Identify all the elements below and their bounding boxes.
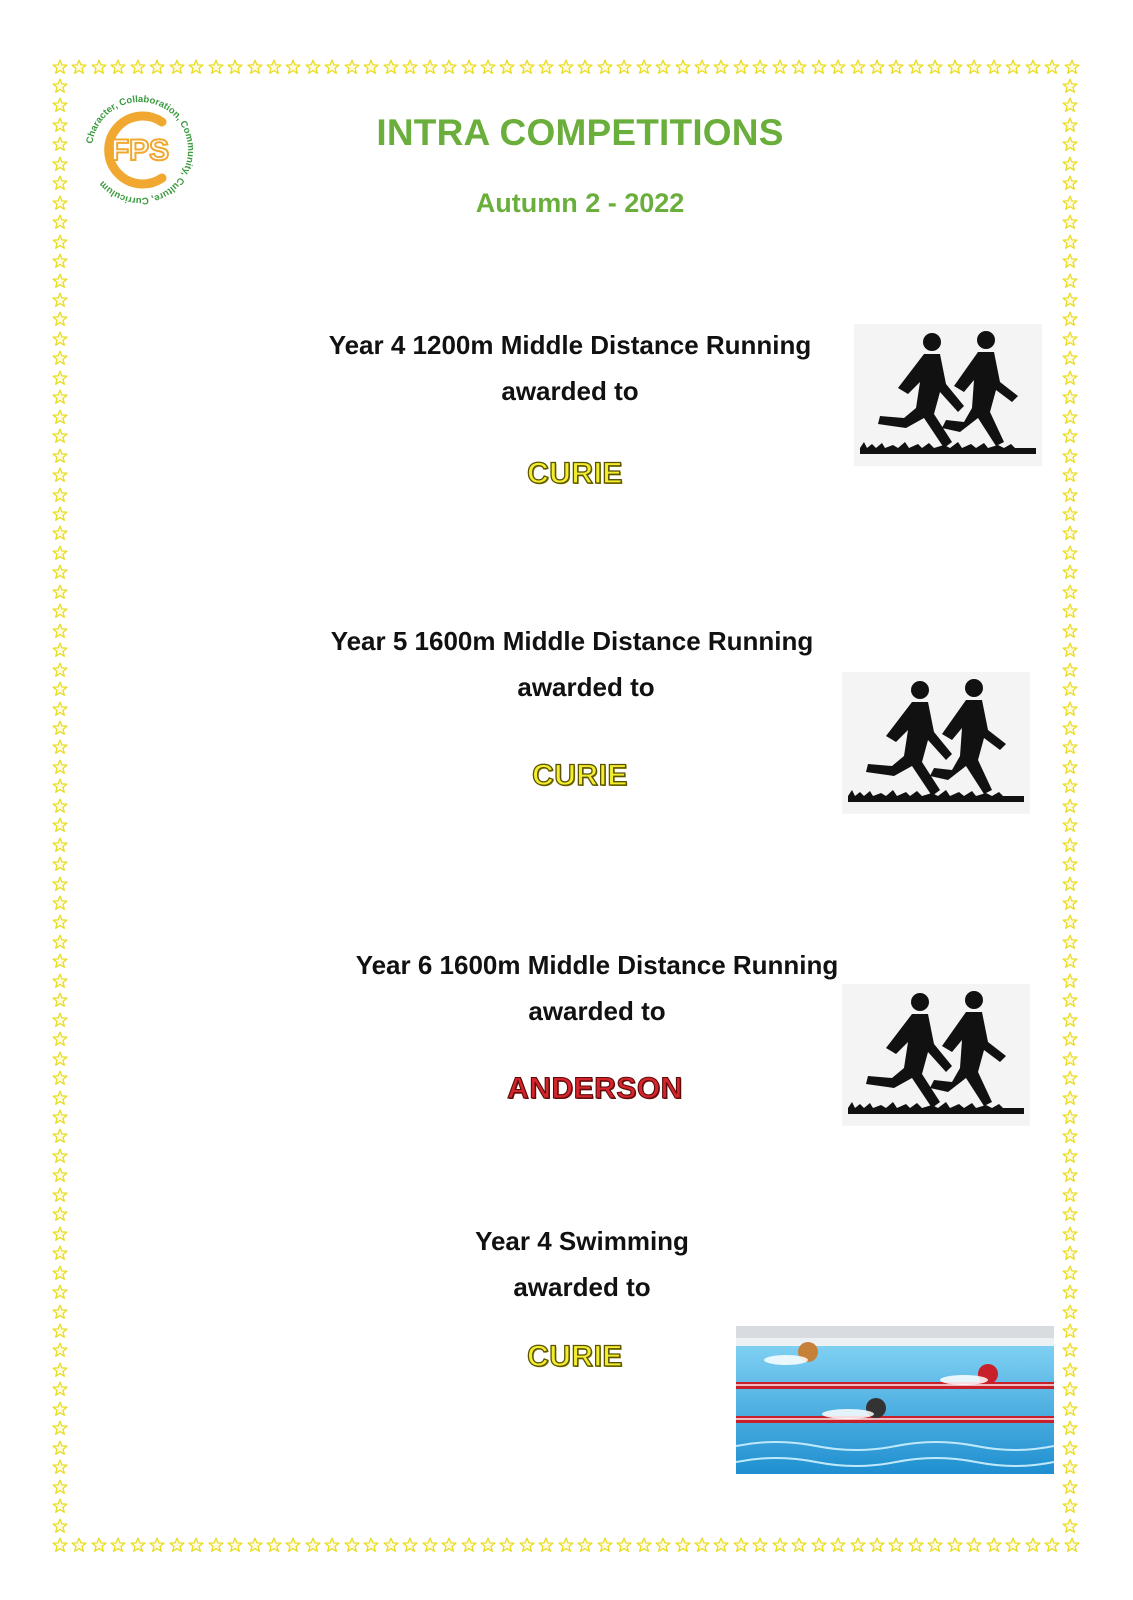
star-icon — [52, 1109, 70, 1125]
star-icon — [149, 1537, 165, 1555]
star-icon — [52, 292, 70, 308]
star-icon — [1062, 545, 1080, 561]
star-icon — [52, 1284, 70, 1300]
star-icon — [1044, 1537, 1060, 1555]
star-icon — [52, 895, 70, 911]
award-event-title — [402, 1218, 762, 1310]
star-icon — [1062, 1304, 1080, 1320]
page-title: INTRA COMPETITIONS — [376, 112, 784, 153]
award-event-title — [317, 942, 877, 1034]
star-icon — [830, 59, 846, 77]
star-icon — [52, 467, 70, 483]
star-icon — [1062, 817, 1080, 833]
star-icon — [363, 59, 379, 77]
star-icon — [52, 1206, 70, 1222]
star-icon — [966, 59, 982, 77]
star-icon — [422, 1537, 438, 1555]
star-icon — [208, 1537, 224, 1555]
star-icon — [130, 1537, 146, 1555]
star-icon — [655, 1537, 671, 1555]
star-icon — [324, 1537, 340, 1555]
star-icon — [52, 642, 70, 658]
star-icon — [1062, 1479, 1080, 1495]
star-icon — [52, 798, 70, 814]
star-icon — [733, 59, 749, 77]
star-icon — [1062, 720, 1080, 736]
swimmers-pool-image — [736, 1326, 1054, 1474]
page-subtitle: Autumn 2 - 2022 — [475, 188, 685, 218]
star-icon — [52, 564, 70, 580]
star-icon — [52, 1012, 70, 1028]
star-icon — [52, 856, 70, 872]
star-icon — [791, 59, 807, 77]
star-icon — [52, 448, 70, 464]
star-icon — [52, 701, 70, 717]
star-icon — [169, 1537, 185, 1555]
star-icon — [947, 1537, 963, 1555]
star-icon — [1062, 506, 1080, 522]
star-icon — [130, 59, 146, 77]
star-icon — [52, 778, 70, 794]
star-icon — [1062, 331, 1080, 347]
star-icon — [577, 1537, 593, 1555]
awarded-to-label: awarded to — [528, 996, 666, 1026]
star-icon — [1005, 1537, 1021, 1555]
star-icon — [402, 1537, 418, 1555]
winner-house: CURIE — [527, 457, 623, 490]
star-icon — [1062, 739, 1080, 755]
event-name: Year 4 Swimming — [475, 1226, 689, 1256]
star-icon — [1062, 1323, 1080, 1339]
star-icon — [1062, 1362, 1080, 1378]
star-icon — [1062, 273, 1080, 289]
star-icon — [1062, 292, 1080, 308]
star-icon — [110, 1537, 126, 1555]
star-icon — [441, 1537, 457, 1555]
star-icon — [1062, 856, 1080, 872]
star-icon — [52, 1381, 70, 1397]
star-icon — [850, 1537, 866, 1555]
star-icon — [52, 1187, 70, 1203]
star-icon — [52, 1459, 70, 1475]
star-icon — [52, 992, 70, 1008]
star-icon — [52, 817, 70, 833]
awarded-to-label: awarded to — [501, 376, 639, 406]
star-icon — [1062, 1459, 1080, 1475]
star-icon — [91, 1537, 107, 1555]
star-icon — [1062, 467, 1080, 483]
star-icon — [1062, 370, 1080, 386]
star-icon — [1062, 895, 1080, 911]
star-icon — [538, 59, 554, 77]
star-icon — [888, 59, 904, 77]
star-icon — [1062, 564, 1080, 580]
star-icon — [52, 623, 70, 639]
star-icon — [1062, 623, 1080, 639]
star-icon — [1064, 59, 1080, 77]
star-icon — [344, 59, 360, 77]
runners-silhouette-image — [842, 672, 1030, 814]
star-icon — [927, 59, 943, 77]
star-icon — [324, 59, 340, 77]
star-icon — [344, 1537, 360, 1555]
star-icon — [52, 1440, 70, 1456]
star-icon — [91, 59, 107, 77]
star-icon — [1062, 992, 1080, 1008]
star-icon — [52, 1342, 70, 1358]
star-icon — [285, 59, 301, 77]
star-icon — [577, 59, 593, 77]
star-icon — [752, 1537, 768, 1555]
star-icon — [1025, 1537, 1041, 1555]
star-icon — [597, 1537, 613, 1555]
star-icon — [1062, 1206, 1080, 1222]
star-icon — [52, 953, 70, 969]
star-icon — [461, 1537, 477, 1555]
award-event-title — [292, 618, 852, 710]
star-icon — [694, 1537, 710, 1555]
star-icon — [52, 1167, 70, 1183]
star-icon — [1062, 117, 1080, 133]
star-icon — [1062, 1051, 1080, 1067]
star-icon — [305, 59, 321, 77]
logo-initials: FPS — [110, 134, 170, 167]
star-icon — [1062, 428, 1080, 444]
star-icon — [558, 1537, 574, 1555]
star-icon — [52, 311, 70, 327]
star-icon — [52, 234, 70, 250]
star-icon — [1062, 409, 1080, 425]
star-icon — [1062, 175, 1080, 191]
star-icon — [811, 1537, 827, 1555]
star-icon — [675, 1537, 691, 1555]
star-icon — [597, 59, 613, 77]
star-icon — [52, 739, 70, 755]
star-icon — [1062, 1284, 1080, 1300]
star-icon — [52, 487, 70, 503]
star-icon — [1062, 778, 1080, 794]
star-icon — [1062, 1401, 1080, 1417]
awarded-to-label: awarded to — [517, 672, 655, 702]
star-icon — [499, 59, 515, 77]
star-icon — [1062, 1031, 1080, 1047]
star-icon — [52, 681, 70, 697]
star-icon — [1062, 701, 1080, 717]
star-icon — [1062, 1245, 1080, 1261]
star-icon — [1062, 876, 1080, 892]
star-icon — [1062, 642, 1080, 658]
star-icon — [402, 59, 418, 77]
star-icon — [52, 720, 70, 736]
star-icon — [52, 1226, 70, 1242]
star-icon — [1062, 1420, 1080, 1436]
star-icon — [227, 59, 243, 77]
star-icon — [52, 97, 70, 113]
star-icon — [52, 584, 70, 600]
star-icon — [1062, 389, 1080, 405]
star-icon — [772, 1537, 788, 1555]
star-icon — [52, 428, 70, 444]
star-icon — [52, 1304, 70, 1320]
star-icon — [480, 1537, 496, 1555]
star-icon — [1062, 156, 1080, 172]
star-icon — [927, 1537, 943, 1555]
star-icon — [713, 1537, 729, 1555]
star-icon — [208, 59, 224, 77]
star-icon — [830, 1537, 846, 1555]
star-icon — [461, 59, 477, 77]
star-icon — [1005, 59, 1021, 77]
event-name: Year 5 1600m Middle Distance Running — [330, 626, 814, 656]
star-icon — [811, 59, 827, 77]
star-icon — [519, 1537, 535, 1555]
star-icon — [499, 1537, 515, 1555]
star-icon — [52, 876, 70, 892]
star-icon — [1062, 973, 1080, 989]
awarded-to-label: awarded to — [513, 1272, 651, 1302]
star-icon — [383, 59, 399, 77]
star-icon — [110, 59, 126, 77]
event-name: Year 6 1600m Middle Distance Running — [355, 950, 839, 980]
star-icon — [52, 1051, 70, 1067]
star-icon — [1062, 1342, 1080, 1358]
star-icon — [1062, 311, 1080, 327]
star-icon — [480, 59, 496, 77]
star-icon — [52, 78, 70, 94]
star-icon — [52, 1479, 70, 1495]
star-icon — [52, 973, 70, 989]
star-icon — [1025, 59, 1041, 77]
star-icon — [1062, 1226, 1080, 1242]
star-icon — [1044, 59, 1060, 77]
star-icon — [71, 59, 87, 77]
star-icon — [305, 1537, 321, 1555]
star-icon — [869, 1537, 885, 1555]
star-icon — [52, 1323, 70, 1339]
star-icon — [149, 59, 165, 77]
star-icon — [1062, 448, 1080, 464]
star-icon — [247, 59, 263, 77]
star-icon — [52, 59, 68, 77]
star-icon — [655, 59, 671, 77]
star-icon — [52, 1537, 68, 1555]
event-name: Year 4 1200m Middle Distance Running — [328, 330, 812, 360]
star-icon — [1062, 1090, 1080, 1106]
star-icon — [1062, 1148, 1080, 1164]
star-icon — [1062, 234, 1080, 250]
star-icon — [52, 1265, 70, 1281]
star-icon — [1062, 759, 1080, 775]
star-icon — [694, 59, 710, 77]
star-icon — [52, 1128, 70, 1144]
star-icon — [52, 1420, 70, 1436]
star-icon — [52, 837, 70, 853]
star-icon — [538, 1537, 554, 1555]
star-icon — [247, 1537, 263, 1555]
star-icon — [947, 59, 963, 77]
runners-silhouette-image — [842, 984, 1030, 1126]
star-icon — [616, 1537, 632, 1555]
star-icon — [52, 195, 70, 211]
star-icon — [52, 350, 70, 366]
star-icon — [791, 1537, 807, 1555]
star-icon — [966, 1537, 982, 1555]
winner-house: CURIE — [532, 759, 628, 792]
star-icon — [52, 409, 70, 425]
winner-house: ANDERSON — [507, 1072, 683, 1105]
star-icon — [52, 1362, 70, 1378]
star-icon — [52, 934, 70, 950]
star-icon — [888, 1537, 904, 1555]
star-icon — [52, 136, 70, 152]
star-border-bottom — [52, 1537, 1080, 1555]
star-icon — [519, 59, 535, 77]
star-icon — [169, 59, 185, 77]
star-icon — [733, 1537, 749, 1555]
star-icon — [227, 1537, 243, 1555]
star-icon — [52, 1401, 70, 1417]
star-icon — [1062, 97, 1080, 113]
star-icon — [908, 1537, 924, 1555]
star-icon — [850, 59, 866, 77]
star-icon — [1062, 253, 1080, 269]
star-icon — [1062, 1070, 1080, 1086]
star-icon — [266, 59, 282, 77]
star-icon — [1062, 1109, 1080, 1125]
star-icon — [1062, 195, 1080, 211]
star-icon — [52, 759, 70, 775]
star-icon — [1062, 914, 1080, 930]
star-icon — [52, 331, 70, 347]
star-icon — [1062, 78, 1080, 94]
star-icon — [52, 506, 70, 522]
star-icon — [52, 1031, 70, 1047]
star-icon — [52, 253, 70, 269]
star-icon — [1062, 798, 1080, 814]
star-icon — [1062, 525, 1080, 541]
star-icon — [52, 525, 70, 541]
star-icon — [1062, 487, 1080, 503]
star-icon — [1062, 1518, 1080, 1534]
star-icon — [52, 273, 70, 289]
star-icon — [52, 389, 70, 405]
star-border-top — [52, 59, 1080, 77]
star-icon — [636, 59, 652, 77]
star-icon — [383, 1537, 399, 1555]
star-icon — [441, 59, 457, 77]
star-icon — [616, 59, 632, 77]
star-icon — [1062, 837, 1080, 853]
star-icon — [558, 59, 574, 77]
star-icon — [1062, 584, 1080, 600]
star-icon — [986, 59, 1002, 77]
star-border-right — [1062, 78, 1080, 1534]
star-icon — [986, 1537, 1002, 1555]
star-icon — [52, 603, 70, 619]
star-icon — [52, 1070, 70, 1086]
star-icon — [363, 1537, 379, 1555]
star-icon — [1062, 1440, 1080, 1456]
star-icon — [1062, 681, 1080, 697]
star-icon — [1062, 1167, 1080, 1183]
star-border-left — [52, 78, 70, 1534]
star-icon — [1062, 1498, 1080, 1514]
star-icon — [52, 914, 70, 930]
winner-house: CURIE — [527, 1340, 623, 1373]
star-icon — [713, 59, 729, 77]
star-icon — [752, 59, 768, 77]
star-icon — [422, 59, 438, 77]
star-icon — [52, 1090, 70, 1106]
star-icon — [1064, 1537, 1080, 1555]
star-icon — [675, 59, 691, 77]
star-icon — [1062, 1128, 1080, 1144]
star-icon — [52, 370, 70, 386]
star-icon — [52, 1148, 70, 1164]
star-icon — [266, 1537, 282, 1555]
star-icon — [1062, 1187, 1080, 1203]
star-icon — [188, 1537, 204, 1555]
star-icon — [1062, 136, 1080, 152]
runners-silhouette-image — [854, 324, 1042, 466]
star-icon — [52, 1498, 70, 1514]
star-icon — [908, 59, 924, 77]
star-icon — [52, 175, 70, 191]
star-icon — [1062, 603, 1080, 619]
star-icon — [285, 1537, 301, 1555]
star-icon — [52, 545, 70, 561]
star-icon — [1062, 350, 1080, 366]
star-icon — [52, 1245, 70, 1261]
star-icon — [1062, 953, 1080, 969]
star-icon — [52, 1518, 70, 1534]
star-icon — [52, 117, 70, 133]
award-event-title — [290, 322, 850, 414]
star-icon — [71, 1537, 87, 1555]
star-icon — [188, 59, 204, 77]
star-icon — [1062, 1265, 1080, 1281]
star-icon — [1062, 214, 1080, 230]
star-icon — [772, 59, 788, 77]
logo-motto: Character, Collaboration, Community, Culture, Curriculum — [84, 93, 197, 207]
star-icon — [1062, 1012, 1080, 1028]
star-icon — [52, 214, 70, 230]
star-icon — [1062, 1381, 1080, 1397]
star-icon — [1062, 662, 1080, 678]
star-icon — [1062, 934, 1080, 950]
star-icon — [869, 59, 885, 77]
star-icon — [636, 1537, 652, 1555]
star-icon — [52, 662, 70, 678]
school-logo — [80, 90, 200, 210]
star-icon — [52, 156, 70, 172]
